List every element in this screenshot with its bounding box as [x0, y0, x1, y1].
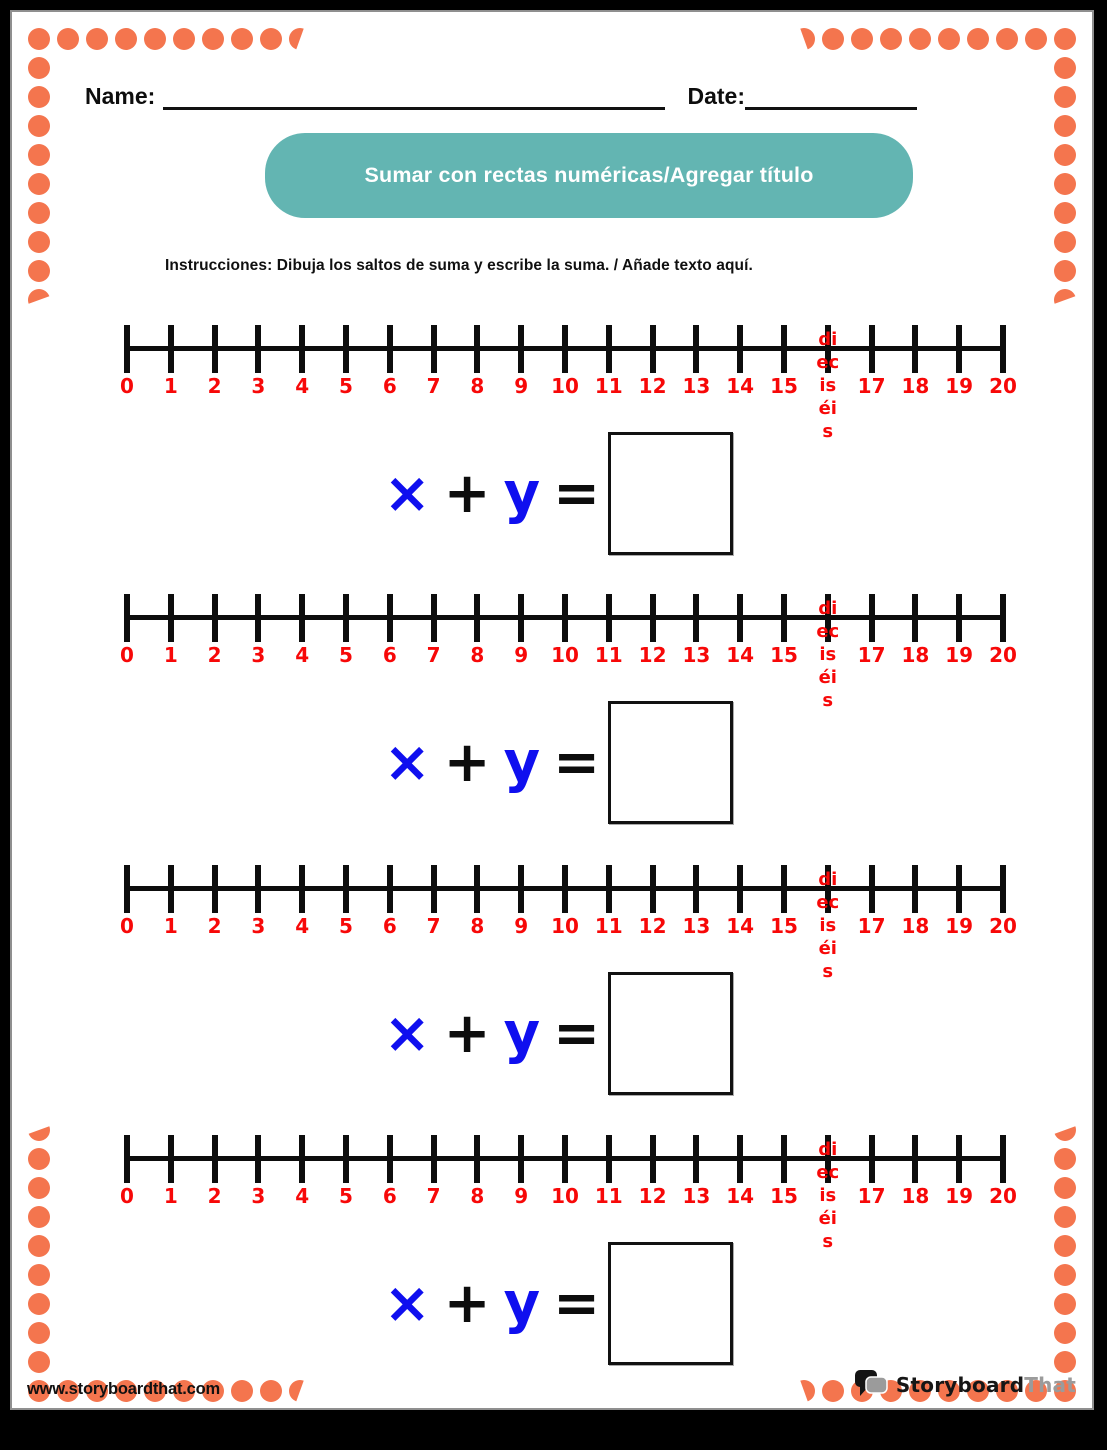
tick-mark-14	[737, 594, 743, 642]
decor-dot	[173, 28, 195, 50]
tick-label-18: 18	[901, 374, 930, 398]
tick-mark-6	[387, 865, 393, 913]
tick-mark-10	[562, 1135, 568, 1183]
dots-top-left-column	[28, 57, 50, 311]
tick-mark-2	[212, 865, 218, 913]
tick-mark-3	[255, 865, 261, 913]
tick-label-12: 12	[638, 1184, 667, 1208]
decor-dot	[1054, 86, 1076, 108]
tick-mark-4	[299, 865, 305, 913]
decor-dot	[822, 28, 844, 50]
tick-mark-12	[650, 594, 656, 642]
plus-sign: +	[443, 730, 491, 795]
decor-dot	[880, 28, 902, 50]
tick-mark-13	[693, 865, 699, 913]
tick-label-19: 19	[945, 374, 974, 398]
dots-bottom-right-column	[1054, 1119, 1076, 1373]
tick-label-8: 8	[470, 1184, 485, 1208]
tick-mark-8	[474, 1135, 480, 1183]
tick-mark-7	[431, 325, 437, 373]
tick-label-12: 12	[638, 643, 667, 667]
date-blank-line[interactable]	[745, 83, 917, 110]
tick-mark-11	[606, 865, 612, 913]
tick-label-15: 15	[770, 374, 798, 398]
decor-dot	[202, 28, 224, 50]
tick-mark-11	[606, 1135, 612, 1183]
decor-dot	[231, 28, 253, 50]
tick-mark-20	[1000, 1135, 1006, 1183]
tick-mark-19	[956, 865, 962, 913]
decor-dot	[86, 28, 108, 50]
tick-label-0: 0	[120, 1184, 134, 1208]
tick-label-4: 4	[295, 1184, 310, 1208]
logo-text-primary: Storyboard	[895, 1372, 1025, 1397]
tick-label-13: 13	[682, 643, 711, 667]
decor-dot	[1054, 1206, 1076, 1228]
tick-label-9: 9	[514, 374, 529, 398]
tick-label-0: 0	[120, 643, 134, 667]
tick-label-19: 19	[945, 1184, 974, 1208]
tick-mark-15	[781, 865, 787, 913]
partial-dot	[289, 28, 311, 50]
tick-mark-7	[431, 1135, 437, 1183]
tick-label-4: 4	[295, 374, 310, 398]
tick-label-6: 6	[382, 914, 397, 938]
decor-dot	[1054, 57, 1076, 79]
tick-label-20: 20	[989, 1184, 1017, 1208]
footer-url: www.storyboardthat.com	[27, 1380, 221, 1398]
tick-label-5: 5	[339, 1184, 353, 1208]
tick-mark-10	[562, 865, 568, 913]
tick-mark-4	[299, 594, 305, 642]
tick-mark-1	[168, 594, 174, 642]
name-date-row	[85, 76, 917, 110]
tick-mark-19	[956, 325, 962, 373]
tick-mark-17	[869, 325, 875, 373]
partial-dot	[28, 289, 50, 311]
tick-label-6: 6	[382, 1184, 397, 1208]
tick-mark-0	[124, 594, 130, 642]
decor-dot	[57, 28, 79, 50]
equation-1	[382, 432, 600, 555]
tick-label-11: 11	[594, 1184, 623, 1208]
tick-label-6: 6	[382, 374, 397, 398]
tick-label-18: 18	[901, 914, 930, 938]
tick-mark-13	[693, 594, 699, 642]
partial-dot	[1054, 289, 1076, 311]
tick-label-9: 9	[514, 914, 529, 938]
addend-x: ×	[383, 1001, 431, 1066]
tick-label-7: 7	[426, 1184, 441, 1208]
addend-y: y	[503, 1001, 541, 1066]
decor-dot	[231, 1380, 253, 1402]
equation-2	[382, 701, 600, 824]
tick-label-2: 2	[207, 374, 222, 398]
tick-mark-9	[518, 594, 524, 642]
tick-mark-12	[650, 1135, 656, 1183]
tick-label-3: 3	[251, 643, 266, 667]
tick-mark-6	[387, 325, 393, 373]
tick-mark-8	[474, 594, 480, 642]
decor-dot	[1054, 1322, 1076, 1344]
tick-mark-8	[474, 325, 480, 373]
decor-dot	[28, 1351, 50, 1373]
tick-label-4: 4	[295, 914, 310, 938]
decor-dot	[822, 1380, 844, 1402]
decor-dot	[28, 173, 50, 195]
tick-label-3: 3	[251, 374, 266, 398]
decor-dot	[909, 28, 931, 50]
addend-y: y	[503, 1271, 541, 1336]
tick-mark-3	[255, 1135, 261, 1183]
tick-label-17: 17	[857, 643, 886, 667]
tick-mark-5	[343, 325, 349, 373]
tick-label-19: 19	[945, 914, 974, 938]
decor-dot	[28, 1235, 50, 1257]
tick-label-10: 10	[551, 643, 579, 667]
tick-label-5: 5	[339, 914, 353, 938]
tick-mark-20	[1000, 594, 1006, 642]
tick-mark-1	[168, 325, 174, 373]
tick-label-17: 17	[857, 1184, 886, 1208]
tick-mark-17	[869, 865, 875, 913]
tick-label-9: 9	[514, 1184, 529, 1208]
tick-label-4: 4	[295, 643, 310, 667]
dots-top-left-row	[28, 28, 311, 50]
tick-label-13: 13	[682, 914, 711, 938]
tick-mark-15	[781, 1135, 787, 1183]
tick-mark-10	[562, 325, 568, 373]
decor-dot	[1025, 28, 1047, 50]
tick-mark-14	[737, 325, 743, 373]
partial-dot	[793, 28, 815, 50]
tick-label-20: 20	[989, 374, 1017, 398]
tick-label-0: 0	[120, 374, 134, 398]
decor-dot	[851, 28, 873, 50]
tick-mark-6	[387, 594, 393, 642]
decor-dot	[1054, 115, 1076, 137]
tick-label-10: 10	[551, 914, 579, 938]
partial-dot	[289, 1380, 311, 1402]
answer-box-3[interactable]	[608, 972, 733, 1095]
tick-label-1: 1	[163, 374, 178, 398]
tick-label-12: 12	[638, 374, 667, 398]
decor-dot	[1054, 173, 1076, 195]
tick-mark-2	[212, 1135, 218, 1183]
decor-dot	[28, 115, 50, 137]
tick-mark-20	[1000, 865, 1006, 913]
dots-top-right-column	[1054, 57, 1076, 311]
decor-dot	[28, 28, 50, 50]
tick-label-11: 11	[594, 374, 623, 398]
name-label: Name:	[85, 83, 156, 109]
equals-sign: =	[553, 461, 600, 526]
tick-label-17: 17	[857, 374, 886, 398]
tick-label-0: 0	[120, 914, 134, 938]
tick-label-1: 1	[163, 1184, 178, 1208]
decor-dot	[28, 1206, 50, 1228]
tick-mark-13	[693, 325, 699, 373]
tick-mark-17	[869, 1135, 875, 1183]
addend-x: ×	[383, 461, 431, 526]
tick-mark-5	[343, 594, 349, 642]
decor-dot	[28, 144, 50, 166]
decor-dot	[28, 1177, 50, 1199]
title-banner	[265, 133, 913, 218]
tick-mark-2	[212, 594, 218, 642]
tick-label-5: 5	[339, 643, 353, 667]
tick-label-dieciseis: di ec is éi s	[816, 598, 840, 711]
tick-label-12: 12	[638, 914, 667, 938]
tick-mark-0	[124, 865, 130, 913]
logo-text-secondary: That	[1024, 1372, 1076, 1397]
date-label: Date:	[687, 83, 745, 109]
tick-mark-9	[518, 325, 524, 373]
tick-label-20: 20	[989, 914, 1017, 938]
decor-dot	[28, 1264, 50, 1286]
tick-label-dieciseis: di ec is éi s	[816, 1139, 840, 1252]
equals-sign: =	[553, 1001, 600, 1066]
tick-label-5: 5	[339, 374, 353, 398]
worksheet-page	[12, 12, 1092, 1408]
tick-label-14: 14	[726, 643, 755, 667]
instructions-text: Instrucciones: Dibuja los saltos de suma y escribe la suma. / Añade texto aquí.	[165, 257, 753, 274]
equation-4	[382, 1242, 600, 1365]
decor-dot	[260, 1380, 282, 1402]
tick-label-3: 3	[251, 914, 266, 938]
tick-mark-2	[212, 325, 218, 373]
tick-label-2: 2	[207, 643, 222, 667]
tick-mark-18	[912, 325, 918, 373]
decor-dot	[996, 28, 1018, 50]
decor-dot	[1054, 1293, 1076, 1315]
tick-mark-12	[650, 325, 656, 373]
tick-label-3: 3	[251, 1184, 266, 1208]
tick-mark-5	[343, 865, 349, 913]
decor-dot	[28, 1293, 50, 1315]
tick-mark-15	[781, 594, 787, 642]
decor-dot	[967, 28, 989, 50]
addend-x: ×	[383, 1271, 431, 1336]
decor-dot	[28, 231, 50, 253]
tick-label-dieciseis: di ec is éi s	[816, 869, 840, 982]
tick-mark-5	[343, 1135, 349, 1183]
equals-sign: =	[553, 1271, 600, 1336]
tick-mark-3	[255, 325, 261, 373]
partial-dot	[793, 1380, 815, 1402]
tick-mark-6	[387, 1135, 393, 1183]
worksheet-title: Sumar con rectas numéricas/Agregar título	[364, 163, 814, 187]
tick-label-8: 8	[470, 643, 485, 667]
tick-mark-8	[474, 865, 480, 913]
dots-bottom-left-column	[28, 1119, 50, 1373]
plus-sign: +	[443, 1271, 491, 1336]
decor-dot	[1054, 28, 1076, 50]
tick-label-10: 10	[551, 1184, 579, 1208]
decor-dot	[1054, 202, 1076, 224]
tick-label-7: 7	[426, 914, 441, 938]
tick-mark-4	[299, 1135, 305, 1183]
tick-label-19: 19	[945, 643, 974, 667]
tick-mark-19	[956, 594, 962, 642]
decor-dot	[1054, 260, 1076, 282]
plus-sign: +	[443, 461, 491, 526]
tick-mark-19	[956, 1135, 962, 1183]
tick-mark-1	[168, 1135, 174, 1183]
tick-label-18: 18	[901, 1184, 930, 1208]
decor-dot	[28, 1148, 50, 1170]
addend-y: y	[503, 730, 541, 795]
tick-label-11: 11	[594, 643, 623, 667]
tick-label-8: 8	[470, 914, 485, 938]
speech-bubbles-icon	[853, 1369, 891, 1400]
tick-label-1: 1	[163, 914, 178, 938]
decor-dot	[1054, 144, 1076, 166]
decor-dot	[1054, 231, 1076, 253]
tick-label-14: 14	[726, 914, 755, 938]
decor-dot	[260, 28, 282, 50]
tick-label-15: 15	[770, 1184, 798, 1208]
tick-label-2: 2	[207, 1184, 222, 1208]
tick-mark-11	[606, 325, 612, 373]
tick-mark-12	[650, 865, 656, 913]
tick-mark-0	[124, 325, 130, 373]
tick-mark-18	[912, 865, 918, 913]
tick-mark-1	[168, 865, 174, 913]
tick-mark-9	[518, 865, 524, 913]
tick-label-14: 14	[726, 374, 755, 398]
answer-box-4[interactable]	[608, 1242, 733, 1365]
decor-dot	[28, 260, 50, 282]
tick-mark-10	[562, 594, 568, 642]
tick-label-13: 13	[682, 1184, 711, 1208]
partial-dot	[28, 1119, 50, 1141]
tick-label-8: 8	[470, 374, 485, 398]
tick-mark-14	[737, 1135, 743, 1183]
tick-mark-17	[869, 594, 875, 642]
tick-mark-7	[431, 594, 437, 642]
logo-wordmark	[896, 1373, 1076, 1397]
decor-dot	[1054, 1148, 1076, 1170]
answer-box-2[interactable]	[608, 701, 733, 824]
storyboardthat-logo	[853, 1369, 1076, 1400]
tick-label-dieciseis: di ec is éi s	[816, 329, 840, 442]
decor-dot	[115, 28, 137, 50]
decor-dot	[28, 202, 50, 224]
tick-label-15: 15	[770, 643, 798, 667]
tick-label-20: 20	[989, 643, 1017, 667]
dots-top-right-row	[793, 28, 1076, 50]
tick-mark-20	[1000, 325, 1006, 373]
tick-label-2: 2	[207, 914, 222, 938]
tick-label-11: 11	[594, 914, 623, 938]
decor-dot	[28, 86, 50, 108]
decor-dot	[1054, 1264, 1076, 1286]
tick-mark-14	[737, 865, 743, 913]
tick-label-1: 1	[163, 643, 178, 667]
tick-label-9: 9	[514, 643, 529, 667]
tick-label-18: 18	[901, 643, 930, 667]
tick-mark-7	[431, 865, 437, 913]
equation-3	[382, 972, 600, 1095]
tick-mark-0	[124, 1135, 130, 1183]
addend-x: ×	[383, 730, 431, 795]
plus-sign: +	[443, 1001, 491, 1066]
tick-label-15: 15	[770, 914, 798, 938]
tick-label-7: 7	[426, 643, 441, 667]
addend-y: y	[503, 461, 541, 526]
tick-mark-18	[912, 1135, 918, 1183]
tick-mark-9	[518, 1135, 524, 1183]
decor-dot	[938, 28, 960, 50]
tick-label-7: 7	[426, 374, 441, 398]
equals-sign: =	[553, 730, 600, 795]
decor-dot	[1054, 1177, 1076, 1199]
name-blank-line[interactable]	[163, 83, 665, 110]
partial-dot	[1054, 1119, 1076, 1141]
tick-label-10: 10	[551, 374, 579, 398]
decor-dot	[144, 28, 166, 50]
tick-label-13: 13	[682, 374, 711, 398]
tick-label-14: 14	[726, 1184, 755, 1208]
tick-mark-11	[606, 594, 612, 642]
decor-dot	[28, 1322, 50, 1344]
tick-mark-4	[299, 325, 305, 373]
answer-box-1[interactable]	[608, 432, 733, 555]
tick-mark-13	[693, 1135, 699, 1183]
decor-dot	[1054, 1235, 1076, 1257]
tick-label-6: 6	[382, 643, 397, 667]
tick-mark-3	[255, 594, 261, 642]
tick-mark-15	[781, 325, 787, 373]
tick-mark-18	[912, 594, 918, 642]
decor-dot	[28, 57, 50, 79]
tick-label-17: 17	[857, 914, 886, 938]
